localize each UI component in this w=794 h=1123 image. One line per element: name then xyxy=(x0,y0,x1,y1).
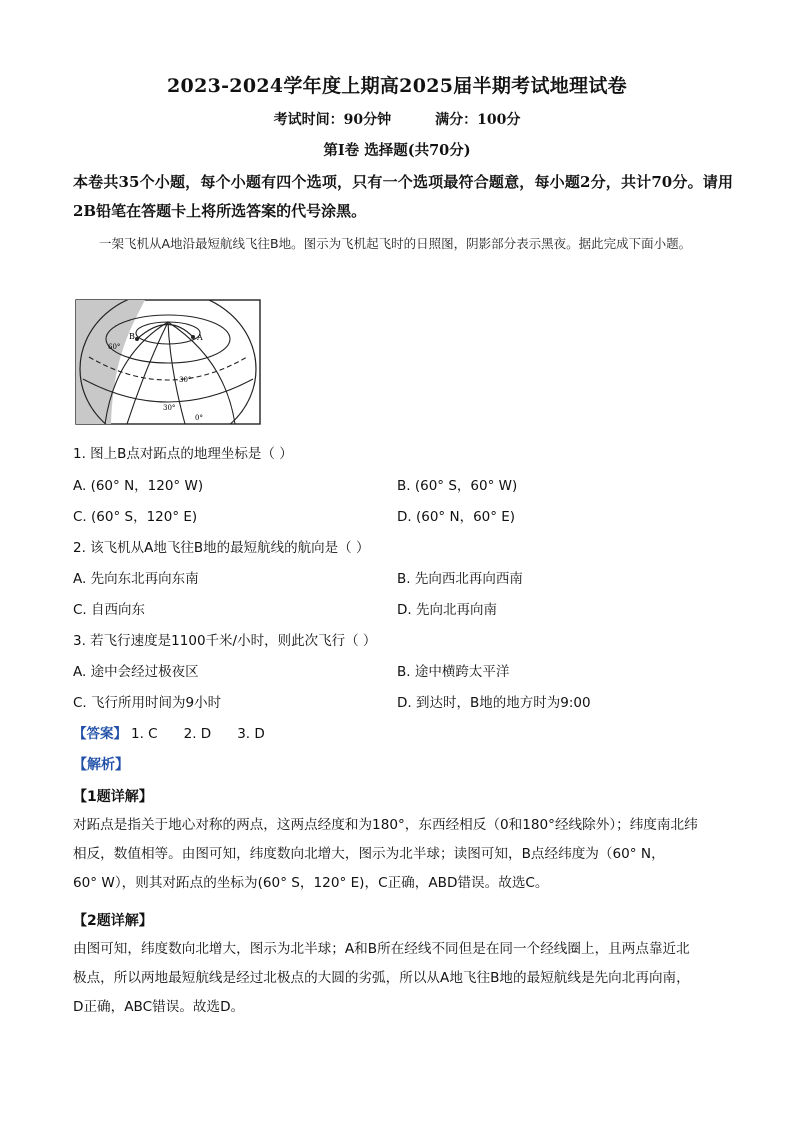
exam-time: 考试时间：90分钟 xyxy=(273,112,392,128)
label-lat30: 30° xyxy=(163,404,176,412)
answer-line xyxy=(73,722,265,742)
detail-1-line-2: 相反，数值相等。由图可知，纬度数向北增大，图示为北半球；读图可知，B点经纬度为（60° N， xyxy=(73,846,665,862)
q3-option-d[interactable]: D. 到达时，B地的地方时为9:00 xyxy=(397,695,591,711)
question-3: 3. 若飞行速度是1100千米/小时，则此次飞行（ ） xyxy=(73,633,377,649)
page-title: 2023-2024学年度上期高2025届半期考试地理试卷 xyxy=(167,75,627,97)
label-lat30-north: 30° xyxy=(179,376,192,384)
q3-option-b[interactable]: B. 途中横跨太平洋 xyxy=(397,664,510,680)
label-lat60: 60° xyxy=(108,343,121,351)
answer-3: 3. D xyxy=(237,726,265,742)
detail-1-line-3: 60° W），则其对跖点的坐标为(60° S，120° E)，C正确，ABD错误。故选C。 xyxy=(73,875,549,891)
label-a: A xyxy=(197,333,203,342)
q2-option-d[interactable]: D. 先向北再向南 xyxy=(397,602,497,618)
section-heading: 第Ⅰ卷 选择题(共70分) xyxy=(323,142,471,159)
detail-1-line-1: 对跖点是指关于地心对称的两点，这两点经度和为180°，东西经相反（0和180°经线除外）；纬度南北纬 xyxy=(73,817,698,833)
question-2: 2. 该飞机从A地飞往B地的最短航线的航向是（ ） xyxy=(73,540,370,556)
answer-1: 1. C xyxy=(131,726,158,742)
q1-option-c[interactable]: C. (60° S，120° E) xyxy=(73,509,198,525)
exam-meta xyxy=(0,109,794,129)
point-a xyxy=(191,335,195,339)
q1-option-a[interactable]: A. (60° N，120° W) xyxy=(73,478,204,494)
q2-option-a[interactable]: A. 先向东北再向东南 xyxy=(73,571,199,587)
detail-1-text xyxy=(73,811,721,898)
detail-1-heading: 【1题详解】 xyxy=(73,789,153,805)
q1-option-d[interactable]: D. (60° N，60° E) xyxy=(397,509,516,525)
analysis-tag: 【解析】 xyxy=(73,757,129,773)
q3-option-a[interactable]: A. 途中会经过极夜区 xyxy=(73,664,199,680)
detail-2-line-1: 由图可知，纬度数向北增大，图示为北半球；A和B所在经线不同但是在同一个经线圈上，且两点靠近北 xyxy=(73,941,690,957)
detail-2-line-2: 极点，所以两地最短航线是经过北极点的大圆的劣弧，所以从A地飞往B地的最短航线是先向北再向南， xyxy=(73,970,690,986)
exam-score: 满分：100分 xyxy=(435,112,521,128)
q1-option-b[interactable]: B. (60° S，60° W) xyxy=(397,478,518,494)
q3-option-c[interactable]: C. 飞行所用时间为9小时 xyxy=(73,695,222,711)
sunlight-diagram xyxy=(75,299,261,425)
question-1: 1. 图上B点对跖点的地理坐标是（ ） xyxy=(73,446,293,462)
detail-2-line-3: D正确，ABC错误。故选D。 xyxy=(73,999,245,1015)
point-b xyxy=(135,337,139,341)
question-intro: 一架飞机从A地沿最短航线飞往B地。图示为飞机起飞时的日照图，阴影部分表示黑夜。据此完成下面小题。 xyxy=(99,236,692,251)
q2-option-b[interactable]: B. 先向西北再向西南 xyxy=(397,571,523,587)
label-equator: 0° xyxy=(195,414,203,422)
instructions: 本卷共35个小题，每个小题有四个选项，只有一个选项最符合题意，每小题2分，共计70分。请用2B铅笔在答题卡上将所选答案的代号涂黑。 xyxy=(73,173,733,220)
answer-tag: 【答案】 xyxy=(73,726,127,742)
answer-2: 2. D xyxy=(183,726,212,742)
q2-option-c[interactable]: C. 自西向东 xyxy=(73,602,146,618)
detail-2-text xyxy=(73,935,721,1022)
detail-2-heading: 【2题详解】 xyxy=(73,913,153,929)
label-b: B xyxy=(129,332,135,341)
